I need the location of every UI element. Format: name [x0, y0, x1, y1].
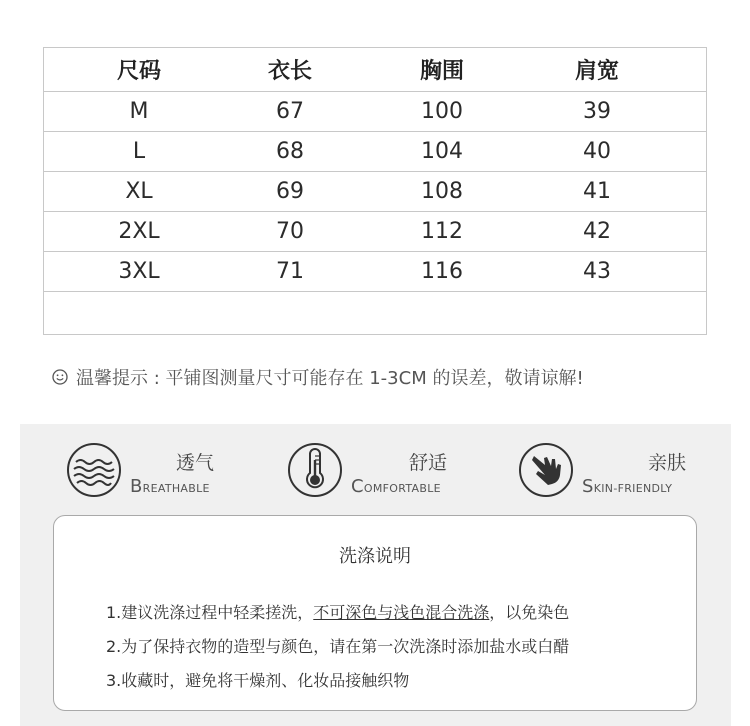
header-shoulder: 肩宽	[574, 59, 619, 84]
cell-chest: 100	[421, 99, 463, 124]
cell-length: 70	[276, 219, 304, 244]
cell-shoulder: 40	[583, 139, 611, 164]
table-row	[44, 92, 706, 132]
waves-icon	[66, 442, 122, 498]
cell-size: 2XL	[118, 219, 160, 244]
cell-chest: 112	[421, 219, 463, 244]
cell-chest: 104	[421, 139, 463, 164]
feature-cn: 亲肤	[647, 452, 686, 474]
empty-row	[44, 292, 706, 332]
care-line-1: 1.建议洗涤过程中轻柔搓洗，不可深色与浅色混合洗涤，以免染色	[106, 603, 570, 622]
cell-size: L	[132, 139, 146, 164]
feature-breathable	[66, 440, 214, 500]
table-row	[44, 212, 706, 252]
cell-shoulder: 41	[583, 179, 611, 204]
feature-skin-friendly	[518, 440, 686, 500]
cell-length: 68	[276, 139, 304, 164]
care-line-3: 3.收藏时，避免将干燥剂、化妆品接触织物	[106, 671, 410, 690]
header-chest: 胸围	[419, 59, 464, 84]
cell-shoulder: 43	[583, 259, 611, 284]
cell-length: 67	[276, 99, 304, 124]
feature-cn: 透气	[175, 452, 214, 474]
size-table-header	[44, 48, 706, 92]
feature-en: SKIN-FRIENDLY	[582, 476, 673, 497]
feature-comfortable	[287, 440, 447, 500]
care-card	[53, 515, 697, 711]
feature-cn: 舒适	[408, 452, 447, 474]
cell-chest: 116	[421, 259, 463, 284]
cell-shoulder: 42	[583, 219, 611, 244]
smiley-icon	[52, 369, 68, 385]
size-table	[43, 47, 707, 335]
header-length: 衣长	[267, 59, 312, 84]
thermometer-icon	[287, 442, 343, 498]
feature-en: COMFORTABLE	[351, 476, 441, 497]
cell-size: M	[129, 99, 149, 124]
table-row	[44, 172, 706, 212]
table-row	[44, 252, 706, 292]
measurement-tip	[52, 364, 584, 390]
header-size: 尺码	[116, 59, 161, 84]
care-title: 洗涤说明	[339, 546, 411, 567]
cell-length: 69	[276, 179, 304, 204]
feature-en: BREATHABLE	[130, 476, 210, 497]
cell-length: 71	[276, 259, 304, 284]
cell-chest: 108	[421, 179, 463, 204]
tip-text: 温馨提示 : 平铺图测量尺寸可能存在 1-3CM 的误差，敬请谅解!	[76, 368, 584, 389]
glove-icon	[518, 442, 574, 498]
cell-size: XL	[125, 179, 153, 204]
care-line-2: 2.为了保持衣物的造型与颜色，请在第一次洗涤时添加盐水或白醋	[106, 637, 570, 656]
cell-size: 3XL	[118, 259, 160, 284]
cell-shoulder: 39	[583, 99, 611, 124]
table-row	[44, 132, 706, 172]
